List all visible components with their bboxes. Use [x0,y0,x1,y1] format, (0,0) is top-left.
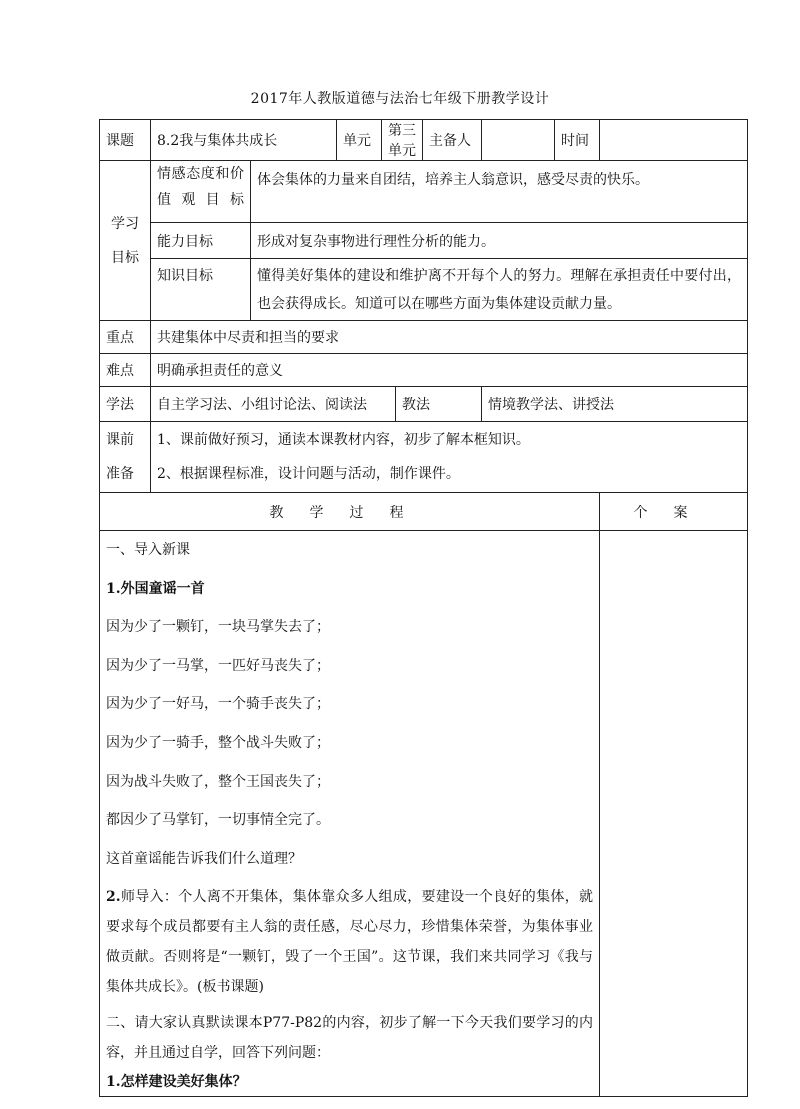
unit-label: 单元 [337,120,382,161]
prep-item-2: 2、根据课程标准，设计问题与活动，制作课件。 [157,466,460,482]
goal-label-emotion-text: 情感态度和价值观目标 [157,166,244,208]
header-row [100,120,748,161]
key-point-row [100,321,748,354]
time-value [600,120,748,161]
unit-value: 第三单元 [382,120,423,161]
rhyme-line-6: 都因少了马掌钉，一切事情全完了。 [106,812,330,829]
rhyme-line-5: 因为战斗失败了，整个王国丧失了； [106,773,330,790]
difficulty-label: 难点 [100,354,151,387]
process-body [100,531,600,1097]
goal-label-ability: 能力目标 [151,223,251,259]
goals-label-line2: 目标 [111,249,139,266]
goal-label-emotion [151,161,251,223]
teacher-intro [106,882,593,1002]
prep-item-1: 1、课前做好预习，通读本课教材内容，初步了解本框知识。 [157,432,530,448]
key-point-text: 共建集体中尽责和担当的要求 [151,321,748,354]
rhyme-line-2: 因为少了一马掌，一匹好马丧失了； [106,657,330,674]
process-header-row [100,493,748,531]
key-point-label: 重点 [100,321,151,354]
teacher-intro-num: 2. [106,889,121,906]
rhyme-question: 这首童谣能告诉我们什么道理？ [106,850,302,867]
learn-method-value: 自主学习法、小组讨论法、阅读法 [151,387,396,422]
prep-label [100,422,151,493]
section-intro: 一、导入新课 [106,542,190,558]
prep-label-line1: 课前 [106,432,134,448]
sub-rhyme-title: 1.外国童谣一首 [106,580,205,597]
goal-text-ability: 形成对复杂事物进行理性分析的能力。 [251,223,748,259]
teach-method-label: 教法 [396,387,482,422]
personal-header: 个案 [600,493,748,531]
process-body-row [100,531,748,1097]
difficulty-text: 明确承担责任的意义 [151,354,748,387]
time-label: 时间 [555,120,600,161]
prep-label-line2: 准备 [106,466,134,482]
document-title: 2017年人教版道德与法治七年级下册教学设计 [250,91,550,107]
rhyme-line-1: 因为少了一颗钉，一块马掌失去了； [106,619,330,636]
topic-value: 8.2我与集体共成长 [151,120,337,161]
rhyme-line-4: 因为少了一骑手，整个战斗失败了； [106,734,330,751]
prep-items [151,422,748,493]
personal-notes [600,531,748,1097]
goals-section-label [100,161,151,321]
teacher-intro-text: 师导入：个人离不开集体，集体靠众多人组成，要建设一个良好的集体，就要求每个成员都要有主人翁的责任感，尽心尽力，珍惜集体荣誉，为集体事业做贡献。否则将是“一颗钉，毁了一个王国”。这节课，我们来共同学习《我与集体共成长》。(板书课题) [106,889,594,996]
methods-row [100,387,748,422]
topic-label: 课题 [100,120,151,161]
question-1: 1.怎样建设美好集体？ [106,1074,247,1091]
goal-text-emotion: 体会集体的力量来自团结，培养主人翁意识，感受尽责的快乐。 [251,161,748,223]
goals-label-line1: 学习 [111,215,139,232]
rhyme-line-3: 因为少了一好马，一个骑手丧失了； [106,696,330,713]
prep-row [100,422,748,493]
preparer-label: 主备人 [423,120,482,161]
goal-row-ability [100,223,748,259]
teach-method-value: 情境教学法、讲授法 [482,387,748,422]
goal-text-knowledge: 懂得美好集体的建设和维护离不开每个人的努力。理解在承担责任中要付出，也会获得成长。知道可以在哪些方面为集体建设贡献力量。 [251,259,748,321]
goal-row-emotion [100,161,748,223]
lesson-plan-table [99,119,748,1097]
difficulty-row [100,354,748,387]
section-self-study: 二、请大家认真默读课本P77-P82的内容，初步了解一下今天我们要学习的内容，并且通过自学，回答下列问题： [106,1015,594,1062]
process-header: 教学过程 [100,493,600,531]
goal-label-knowledge: 知识目标 [151,259,251,321]
preparer-value [482,120,555,161]
goal-row-knowledge [100,259,748,321]
learn-method-label: 学法 [100,387,151,422]
